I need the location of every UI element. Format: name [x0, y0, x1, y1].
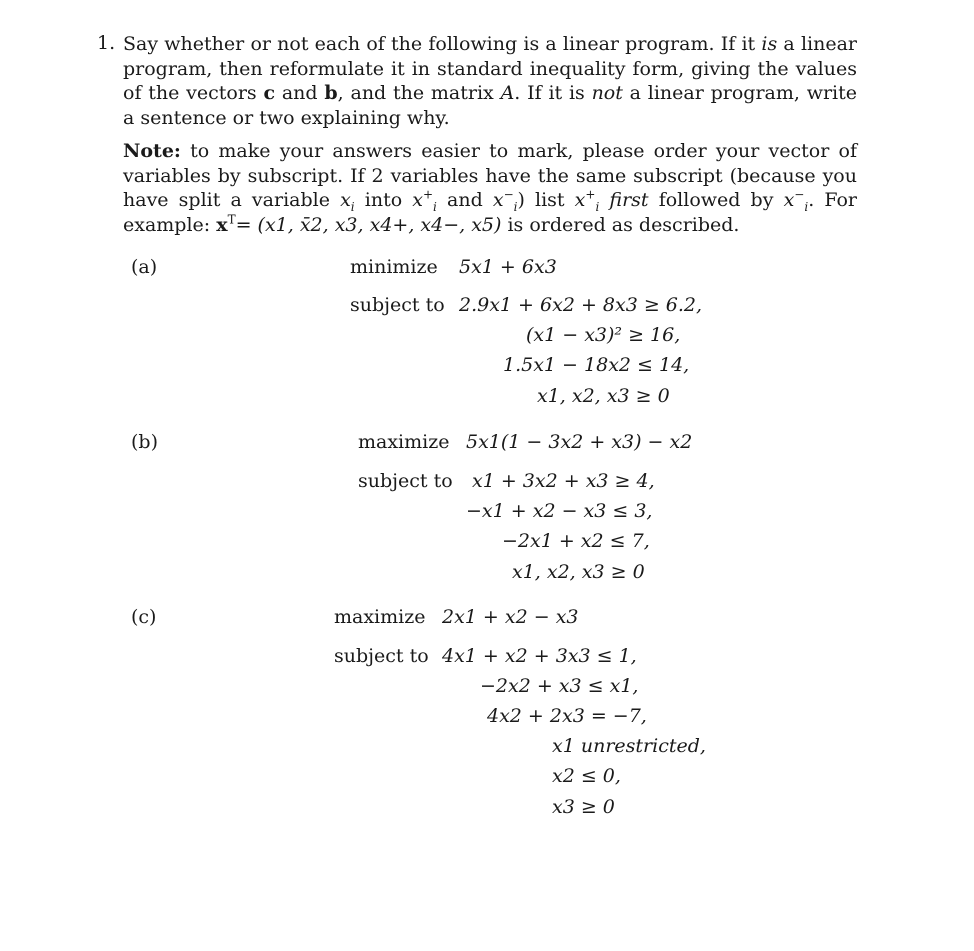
problem-a-subject-keyword: subject to	[350, 294, 445, 316]
problem-c-subject-keyword: subject to	[334, 645, 429, 667]
problem-b-constraint: x1 + 3x2 + x3 ≥ 4,	[472, 470, 655, 492]
problem-b-objective: 5x1(1 − 3x2 + x3) − x2	[466, 431, 693, 453]
note-paragraph: Note: to make your answers easier to mark, please order your vector of variables by subscript. If 2 variables have the same subscript (because you have split a variable $x_i$ into $x^+_i$ and $x^-_i$) list $x^+_i$ first followed by $x^-_i$. For example: $x^T= (x1$, x̄2, x3, x4+, x4−, x5) is ordered as described.	[123, 140, 858, 236]
problem-c-constraint: x2 ≤ 0,	[552, 765, 621, 787]
problem-c-constraint: 4x2 + 2x3 = −7,	[487, 705, 647, 727]
problem-a-constraint: 2.9x1 + 6x2 + 8x3 ≥ 6.2,	[459, 294, 703, 316]
problem-a-constraint: (x1 − x3)² ≥ 16,	[526, 324, 681, 346]
problem-b-objective-keyword: maximize	[358, 431, 450, 453]
problem-a-constraint: 1.5x1 − 18x2 ≤ 14,	[503, 354, 690, 376]
problem-a-constraint: x1, x2, x3 ≥ 0	[537, 385, 670, 407]
problem-b-label: (b)	[131, 431, 158, 453]
problem-c-label: (c)	[131, 606, 157, 628]
problem-c-constraint: −2x2 + x3 ≤ x1,	[480, 675, 639, 697]
problem-b-constraint: −x1 + x2 − x3 ≤ 3,	[466, 500, 653, 522]
problem-b-subject-keyword: subject to	[358, 470, 453, 492]
problem-a-objective: 5x1 + 6x3	[459, 256, 557, 278]
question-number: 1.	[97, 32, 116, 54]
problem-b-constraint: x1, x2, x3 ≥ 0	[512, 561, 645, 583]
problem-b-constraint: −2x1 + x2 ≤ 7,	[502, 530, 650, 552]
problem-c-objective-keyword: maximize	[334, 606, 426, 628]
problem-c-objective: 2x1 + x2 − x3	[442, 606, 579, 628]
problem-c-constraint: x3 ≥ 0	[552, 796, 615, 818]
problem-c-constraint: 4x1 + x2 + 3x3 ≤ 1,	[442, 645, 637, 667]
problem-a-label: (a)	[131, 256, 158, 278]
question-intro: Say whether or not each of the following is a linear program. If it is a linear program, then reformulate it in standard inequality form, giving the values of the vectors c and b, and the matrix A. If it is not a linear program, write a sentence or two explaining why.	[123, 33, 858, 129]
problem-c-constraint: x1 unrestricted,	[552, 735, 706, 757]
problem-a-objective-keyword: minimize	[350, 256, 438, 278]
note-label: Note:	[123, 140, 181, 162]
